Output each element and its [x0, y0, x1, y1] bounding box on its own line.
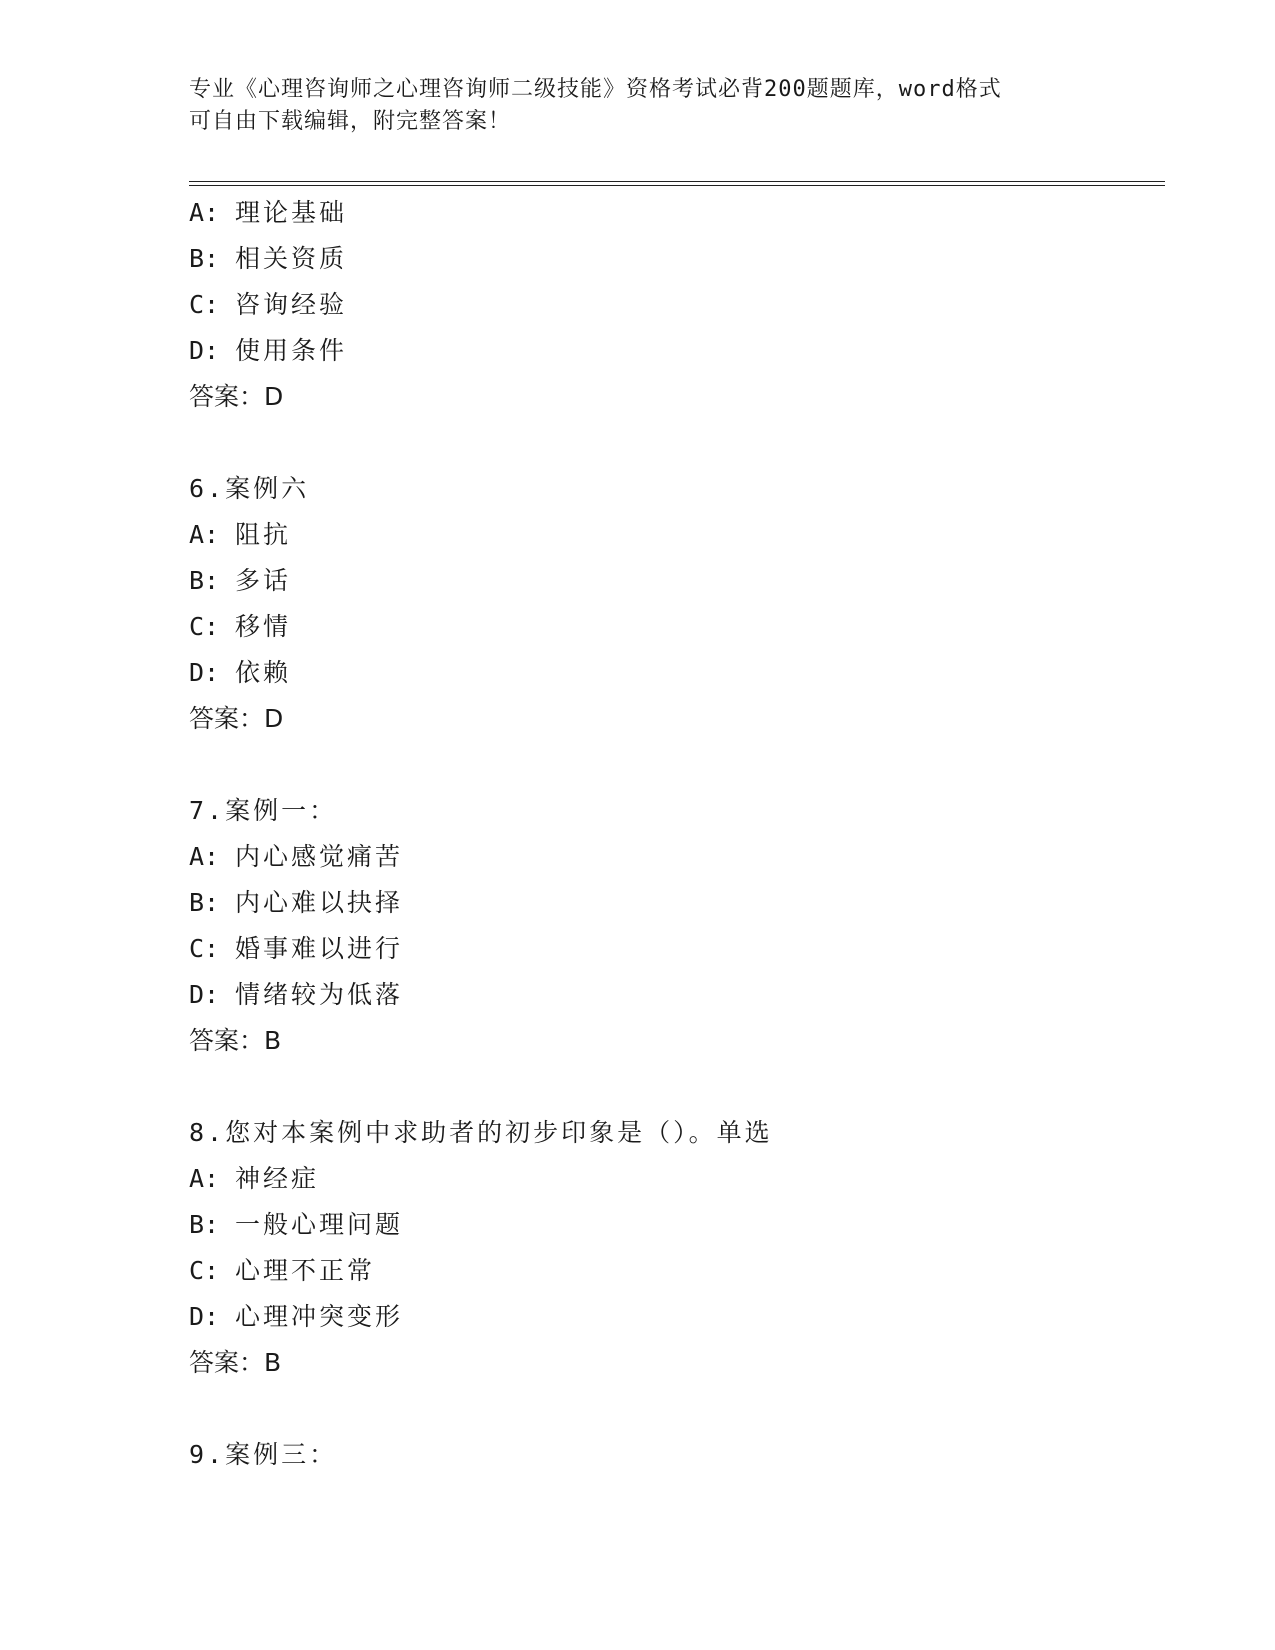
option-c — [189, 282, 1149, 328]
header-divider-bottom — [189, 185, 1165, 186]
header-divider-top — [189, 181, 1165, 182]
option-key: A: — [189, 198, 220, 227]
question-block — [189, 466, 1149, 742]
option-text: 情绪较为低落 — [235, 980, 404, 1009]
option-text: 理论基础 — [235, 198, 348, 227]
question-title: 6.案例六 — [189, 474, 310, 503]
option-key: B: — [189, 888, 220, 917]
option-text: 移情 — [235, 612, 292, 641]
answer-line: 答案：D — [189, 382, 284, 411]
option-key: A: — [189, 520, 220, 549]
option-text: 多话 — [235, 566, 292, 595]
option-a — [189, 512, 1149, 558]
option-key: C: — [189, 290, 220, 319]
option-text: 婚事难以进行 — [235, 934, 404, 963]
option-text: 内心感觉痛苦 — [235, 842, 404, 871]
option-key: D: — [189, 1302, 220, 1331]
header-title-line-2: 可自由下载编辑，附完整答案！ — [189, 109, 512, 134]
option-b — [189, 1202, 1149, 1248]
question-block — [189, 1432, 1149, 1478]
option-key: C: — [189, 934, 220, 963]
option-d — [189, 328, 1149, 374]
option-text: 神经症 — [235, 1164, 320, 1193]
option-text: 内心难以抉择 — [235, 888, 404, 917]
option-c — [189, 926, 1149, 972]
question-title: 8.您对本案例中求助者的初步印象是（）。单选 — [189, 1118, 773, 1147]
question-block — [189, 190, 1149, 420]
option-b — [189, 236, 1149, 282]
option-key: B: — [189, 244, 220, 273]
question-title: 9.案例三： — [189, 1440, 338, 1469]
option-text: 心理不正常 — [235, 1256, 376, 1285]
option-text: 依赖 — [235, 658, 292, 687]
option-key: D: — [189, 336, 220, 365]
option-text: 一般心理问题 — [235, 1210, 404, 1239]
option-key: C: — [189, 612, 220, 641]
option-key: B: — [189, 566, 220, 595]
option-key: D: — [189, 980, 220, 1009]
option-d — [189, 650, 1149, 696]
option-a — [189, 1156, 1149, 1202]
option-text: 阻抗 — [235, 520, 292, 549]
question-title: 7.案例一： — [189, 796, 338, 825]
question-block — [189, 788, 1149, 1064]
option-key: A: — [189, 1164, 220, 1193]
option-a — [189, 190, 1149, 236]
option-c — [189, 604, 1149, 650]
question-list — [189, 190, 1149, 1478]
question-block — [189, 1110, 1149, 1386]
option-b — [189, 880, 1149, 926]
option-c — [189, 1248, 1149, 1294]
option-d — [189, 1294, 1149, 1340]
option-key: C: — [189, 1256, 220, 1285]
option-a — [189, 834, 1149, 880]
document-header — [189, 74, 1089, 138]
option-d — [189, 972, 1149, 1018]
answer-line: 答案：B — [189, 1348, 282, 1377]
option-key: D: — [189, 658, 220, 687]
option-key: A: — [189, 842, 220, 871]
answer-line: 答案：B — [189, 1026, 282, 1055]
option-key: B: — [189, 1210, 220, 1239]
option-text: 心理冲突变形 — [235, 1302, 404, 1331]
option-text: 相关资质 — [235, 244, 348, 273]
answer-line: 答案：D — [189, 704, 284, 733]
option-text: 咨询经验 — [235, 290, 348, 319]
option-b — [189, 558, 1149, 604]
header-title-line-1: 专业《心理咨询师之心理咨询师二级技能》资格考试必背200题题库，word格式 — [189, 77, 1002, 102]
option-text: 使用条件 — [235, 336, 348, 365]
